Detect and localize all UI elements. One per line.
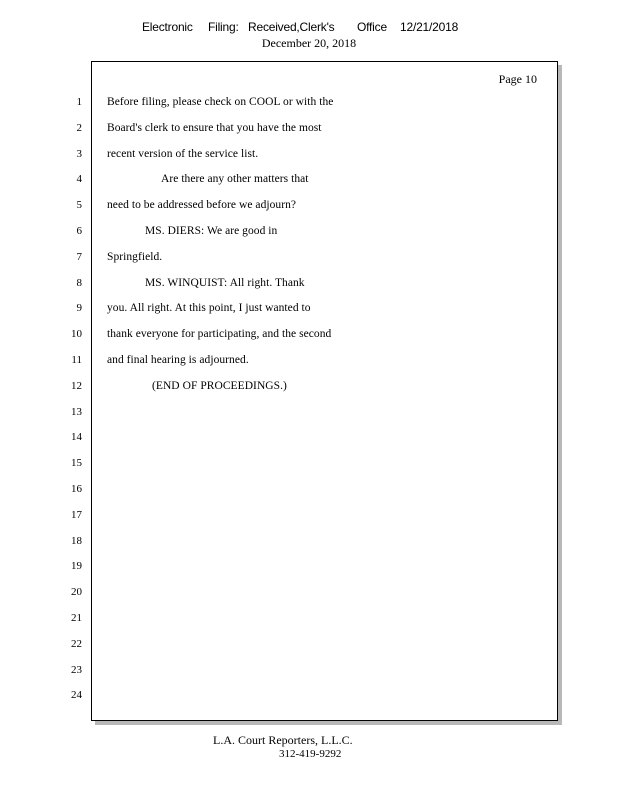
line-number: 11 [71, 354, 82, 366]
line-number: 5 [76, 199, 82, 212]
line-number: 6 [76, 225, 82, 237]
line-number: 10 [71, 328, 82, 341]
line-number: 9 [76, 302, 82, 315]
line-text: thank everyone for participating, and the second [107, 328, 332, 341]
line-number: 16 [71, 483, 82, 495]
line-text: you. All right. At this point, I just wanted to [107, 302, 311, 315]
filing-stamp [0, 20, 618, 36]
line-number: 18 [71, 534, 82, 547]
line-number: 7 [76, 250, 82, 263]
line-text: and final hearing is adjourned. [107, 354, 249, 366]
filing-stamp-date: 12/21/2018 [400, 20, 459, 34]
line-number: 3 [76, 147, 82, 160]
line-text: Springfield. [107, 250, 163, 263]
filing-stamp-word-electronic: Electronic [142, 20, 193, 34]
hearing-date: December 20, 2018 [261, 36, 357, 50]
line-number: 24 [71, 689, 82, 702]
line-number: 4 [76, 173, 82, 186]
line-text: Board's clerk to ensure that you have the most [107, 121, 322, 134]
line-number: 14 [71, 431, 82, 444]
footer-company: L.A. Court Reporters, L.L.C. [213, 733, 353, 747]
line-number: 19 [71, 560, 82, 573]
line-number: 23 [71, 663, 82, 676]
filing-stamp-word-office: Office [357, 20, 387, 34]
line-number: 15 [71, 457, 82, 470]
line-text: recent version of the service list. [107, 147, 259, 160]
line-text: MS. DIERS: We are good in [145, 225, 278, 237]
page-number: Page 10 [498, 72, 537, 86]
line-text: MS. WINQUIST: All right. Thank [145, 276, 305, 289]
line-number: 22 [71, 637, 82, 650]
line-number: 1 [76, 96, 82, 108]
filing-stamp-word-received: Received,Clerk's [248, 20, 335, 34]
line-text: Before filing, please check on COOL or with the [107, 96, 334, 108]
line-text: (END OF PROCEEDINGS.) [152, 379, 287, 392]
line-number: 17 [71, 508, 82, 521]
line-number: 8 [76, 276, 82, 289]
line-number: 20 [71, 586, 82, 599]
line-number: 2 [76, 121, 82, 134]
line-text: need to be addressed before we adjourn? [107, 199, 297, 212]
line-number: 21 [71, 612, 82, 624]
footer-phone: 312-419-9292 [279, 748, 342, 760]
line-text: Are there any other matters that [161, 173, 309, 186]
filing-stamp-word-filing: Filing: [208, 20, 239, 34]
line-number: 13 [71, 405, 82, 418]
line-number: 12 [71, 379, 82, 392]
